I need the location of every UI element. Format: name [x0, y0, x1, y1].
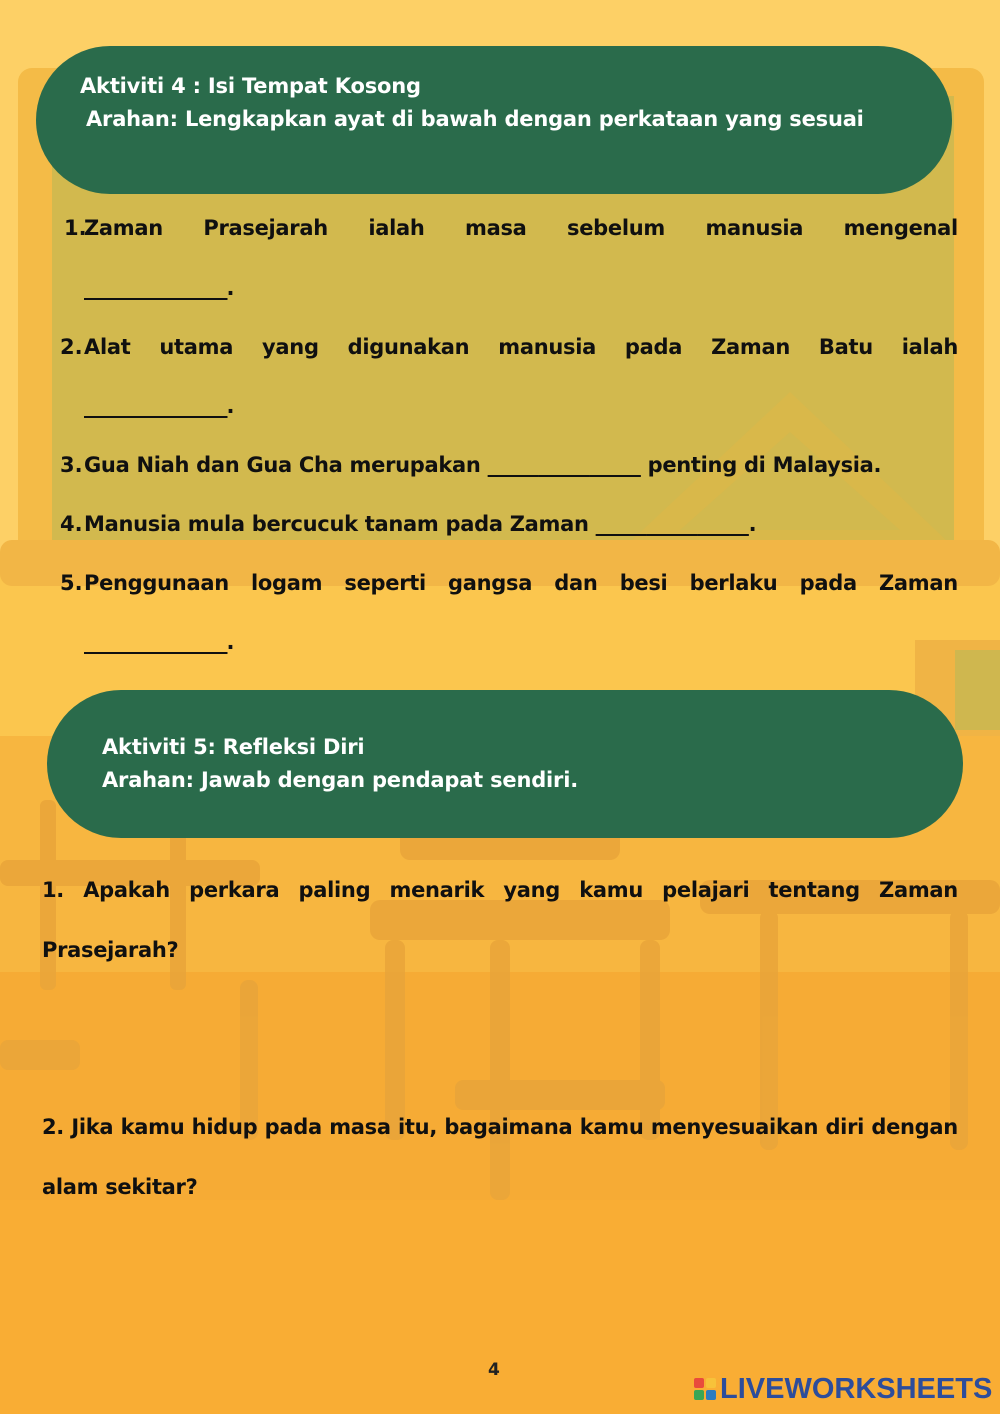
- item-1-word: mengenal: [843, 216, 958, 240]
- item-1-number: 1.: [64, 216, 87, 240]
- question-2-word: kamu: [579, 1115, 644, 1139]
- item-2-word: manusia: [498, 335, 596, 359]
- item-1-word: ialah: [368, 216, 425, 240]
- question-2-word: kamu: [120, 1115, 185, 1139]
- item-1-word: masa: [465, 216, 527, 240]
- item-2-word: yang: [262, 335, 319, 359]
- item-5-word: pada: [799, 571, 857, 595]
- item-2-blank[interactable]: _______________.: [84, 394, 234, 418]
- item-1-word: manusia: [705, 216, 804, 240]
- activity-5-questions: [0, 860, 1000, 1220]
- item-2-sentence: [84, 335, 958, 359]
- liveworksheets-logo[interactable]: [694, 1374, 992, 1404]
- question-1-word: pelajari: [662, 878, 750, 902]
- question-2-word: pada: [264, 1115, 322, 1139]
- reflection-question-2: [42, 1115, 958, 1139]
- activity-5-instruction: Arahan: Jawab dengan pendapat sendiri.: [102, 768, 578, 792]
- question-2-word: hidup: [191, 1115, 258, 1139]
- reflection-question-1-cont: Prasejarah?: [42, 938, 179, 962]
- activity-5-header: [47, 690, 963, 838]
- item-2-number: 2.: [60, 335, 83, 359]
- question-2-word: itu,: [398, 1115, 437, 1139]
- item-4-number: 4.: [60, 512, 83, 536]
- question-1-word: menarik: [389, 878, 485, 902]
- item-1-blank[interactable]: _______________.: [84, 276, 234, 300]
- question-1-word: yang: [503, 878, 561, 902]
- item-5-blank[interactable]: _______________.: [84, 630, 234, 654]
- item-2-word: utama: [159, 335, 234, 359]
- item-2-word: digunakan: [347, 335, 470, 359]
- liveworksheets-logo-icon: [694, 1378, 716, 1400]
- question-2-word: menyesuaikan: [650, 1115, 819, 1139]
- activity-5-title: Aktiviti 5: Refleksi Diri: [102, 735, 365, 759]
- page-number: 4: [488, 1360, 500, 1380]
- question-2-word: diri: [825, 1115, 865, 1139]
- activity-4-title: Aktiviti 4 : Isi Tempat Kosong: [80, 74, 421, 98]
- item-1-word: sebelum: [567, 216, 665, 240]
- item-1-word: Zaman: [84, 216, 163, 240]
- item-5-word: dan: [554, 571, 598, 595]
- item-5-word: seperti: [344, 571, 426, 595]
- item-3-sentence[interactable]: Gua Niah dan Gua Cha merupakan _______________ penting di Malaysia.: [84, 453, 882, 477]
- item-2-word: Batu: [818, 335, 873, 359]
- reflection-question-1: [42, 878, 958, 902]
- question-1-word: 1.: [42, 878, 64, 902]
- question-2-word: Jika: [71, 1115, 114, 1139]
- item-3-number: 3.: [60, 453, 83, 477]
- item-5-number: 5.: [60, 571, 83, 595]
- item-5-word: logam: [251, 571, 323, 595]
- item-5-word: berlaku: [689, 571, 778, 595]
- question-1-word: Zaman: [879, 878, 958, 902]
- item-5-word: Zaman: [878, 571, 958, 595]
- question-2-word: 2.: [42, 1115, 64, 1139]
- activity-4-items: [0, 0, 1000, 680]
- question-1-word: perkara: [189, 878, 280, 902]
- item-1-word: Prasejarah: [203, 216, 328, 240]
- item-4-sentence[interactable]: Manusia mula bercucuk tanam pada Zaman _______________.: [84, 512, 757, 536]
- reflection-question-2-cont: alam sekitar?: [42, 1175, 198, 1199]
- question-2-word: bagaimana: [444, 1115, 573, 1139]
- item-2-word: pada: [624, 335, 683, 359]
- item-5-word: Penggunaan: [84, 571, 229, 595]
- question-1-word: kamu: [579, 878, 643, 902]
- item-2-word: Alat: [84, 335, 131, 359]
- item-2-word: Zaman: [711, 335, 790, 359]
- question-2-word: masa: [329, 1115, 391, 1139]
- logo-text: LIVEWORKSHEETS: [720, 1372, 993, 1405]
- item-5-word: gangsa: [448, 571, 533, 595]
- activity-4-instruction: Arahan: Lengkapkan ayat di bawah dengan perkataan yang sesuai: [86, 107, 864, 131]
- item-1-sentence: [84, 216, 958, 240]
- question-2-word: dengan: [871, 1115, 958, 1139]
- item-5-word: besi: [619, 571, 668, 595]
- question-1-word: paling: [298, 878, 371, 902]
- question-1-word: tentang: [768, 878, 860, 902]
- question-1-word: Apakah: [83, 878, 170, 902]
- item-2-word: ialah: [901, 335, 958, 359]
- item-5-sentence: [84, 571, 958, 595]
